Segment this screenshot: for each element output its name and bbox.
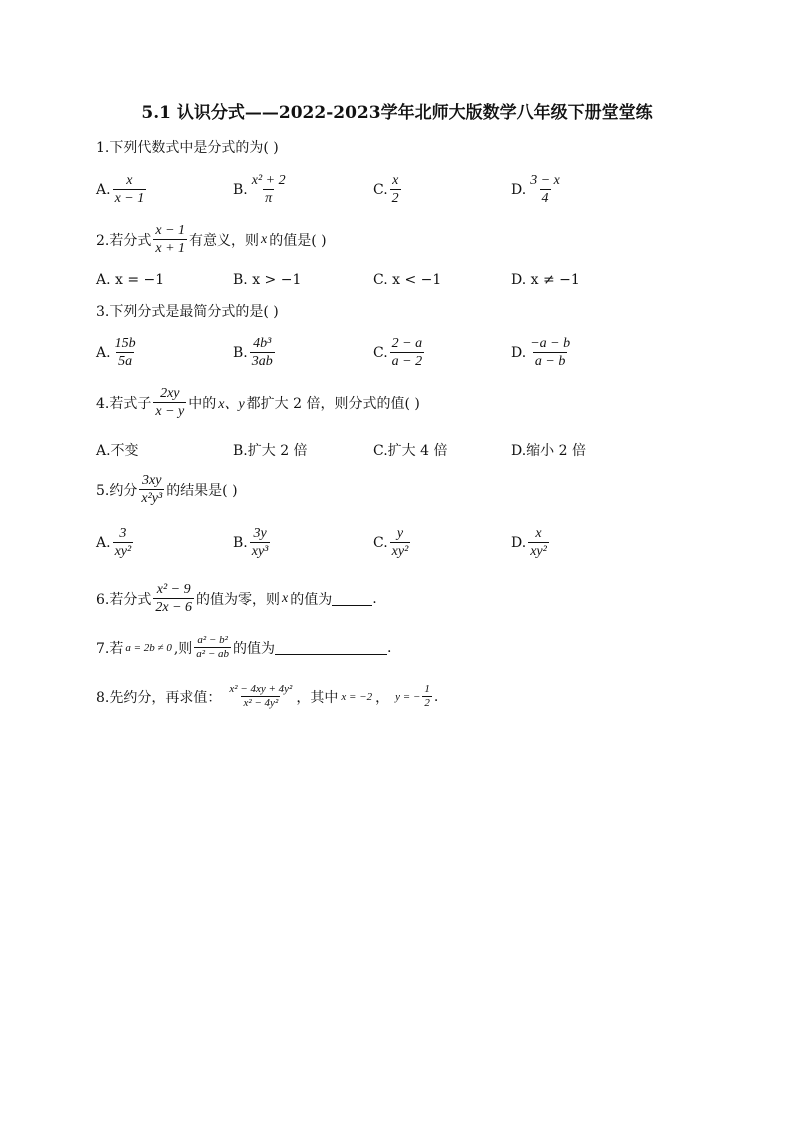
q5-option-c: C. $\frac{y}{\text{xy²}}$ — [373, 526, 409, 559]
q4-option-c: C.扩大 4 倍 — [373, 443, 448, 459]
question-7-stem: 7.若 a = 2b ≠ 0 ,则 $\frac{\text{a² − b²}}{\text{a² − ab}}$ 的值为 . — [96, 634, 392, 660]
question-8-stem: 8.先约分，再求值： $\frac{\text{x² − 4xy + 4y²}}{\text{x² − 4y²}}$ ，其中 x = −2 ， y = − $\frac{1}{2}$ . — [96, 683, 439, 709]
q1-option-a: A. $\frac{x}{x - 1}$ — [96, 173, 145, 206]
q2-option-a: A. x = −1 — [96, 272, 165, 288]
question-6-stem: 6.若分式 $\frac{\text{x² − 9}}{2x - 6}$ 的值为零，则 x 的值为 . — [96, 582, 377, 615]
q2-option-b: B. x > −1 — [233, 272, 302, 288]
answer-blank — [332, 591, 372, 606]
question-5-stem: 5.约分 $\frac{3xy}{\text{x²y³}}$ 的结果是( ) — [96, 473, 238, 506]
q3-option-c: C. $\frac{2 - a}{a - 2}$ — [373, 336, 423, 369]
question-3-stem: 3.下列分式是最简分式的是( ) — [96, 304, 279, 320]
q1-option-d: D. $\frac{3 - x}{4}$ — [511, 173, 560, 206]
question-4-stem: 4.若式子 $\frac{2xy}{x - y}$ 中的 x、y 都扩大 2 倍，则分式的值( ) — [96, 386, 420, 419]
q4-option-b: B.扩大 2 倍 — [233, 443, 308, 459]
q4-option-d: D.缩小 2 倍 — [511, 443, 586, 459]
q4-option-a: A.不变 — [96, 443, 139, 459]
q2-option-d: D. x ≠ −1 — [511, 272, 580, 288]
q3-option-a: A. $\frac{15b}{5a}$ — [96, 336, 136, 369]
page-title: 5.1 认识分式——2022-2023学年北师大版数学八年级下册堂堂练 — [141, 103, 653, 123]
question-1-stem: 1.下列代数式中是分式的为( ) — [96, 140, 279, 156]
q2-option-c: C. x < −1 — [373, 272, 442, 288]
answer-blank — [275, 640, 387, 655]
q3-option-d: D. $\frac{-a - b}{a - b}$ — [511, 336, 571, 369]
q1-option-b: B. $\frac{\text{x² + 2}}{\pi}$ — [233, 173, 286, 206]
question-2-stem: 2.若分式 $\frac{x - 1}{x + 1}$ 有意义，则 x 的值是( ) — [96, 223, 327, 256]
q3-option-b: B. $\frac{\text{4b³}}{3ab}$ — [233, 336, 273, 369]
q1-option-c: C. $\frac{x}{2}$ — [373, 173, 399, 206]
q5-option-d: D. $\frac{x}{\text{xy²}}$ — [511, 526, 547, 559]
q5-option-a: A. $\frac{3}{\text{xy²}}$ — [96, 526, 132, 559]
q5-option-b: B. $\frac{3y}{\text{xy³}}$ — [233, 526, 269, 559]
